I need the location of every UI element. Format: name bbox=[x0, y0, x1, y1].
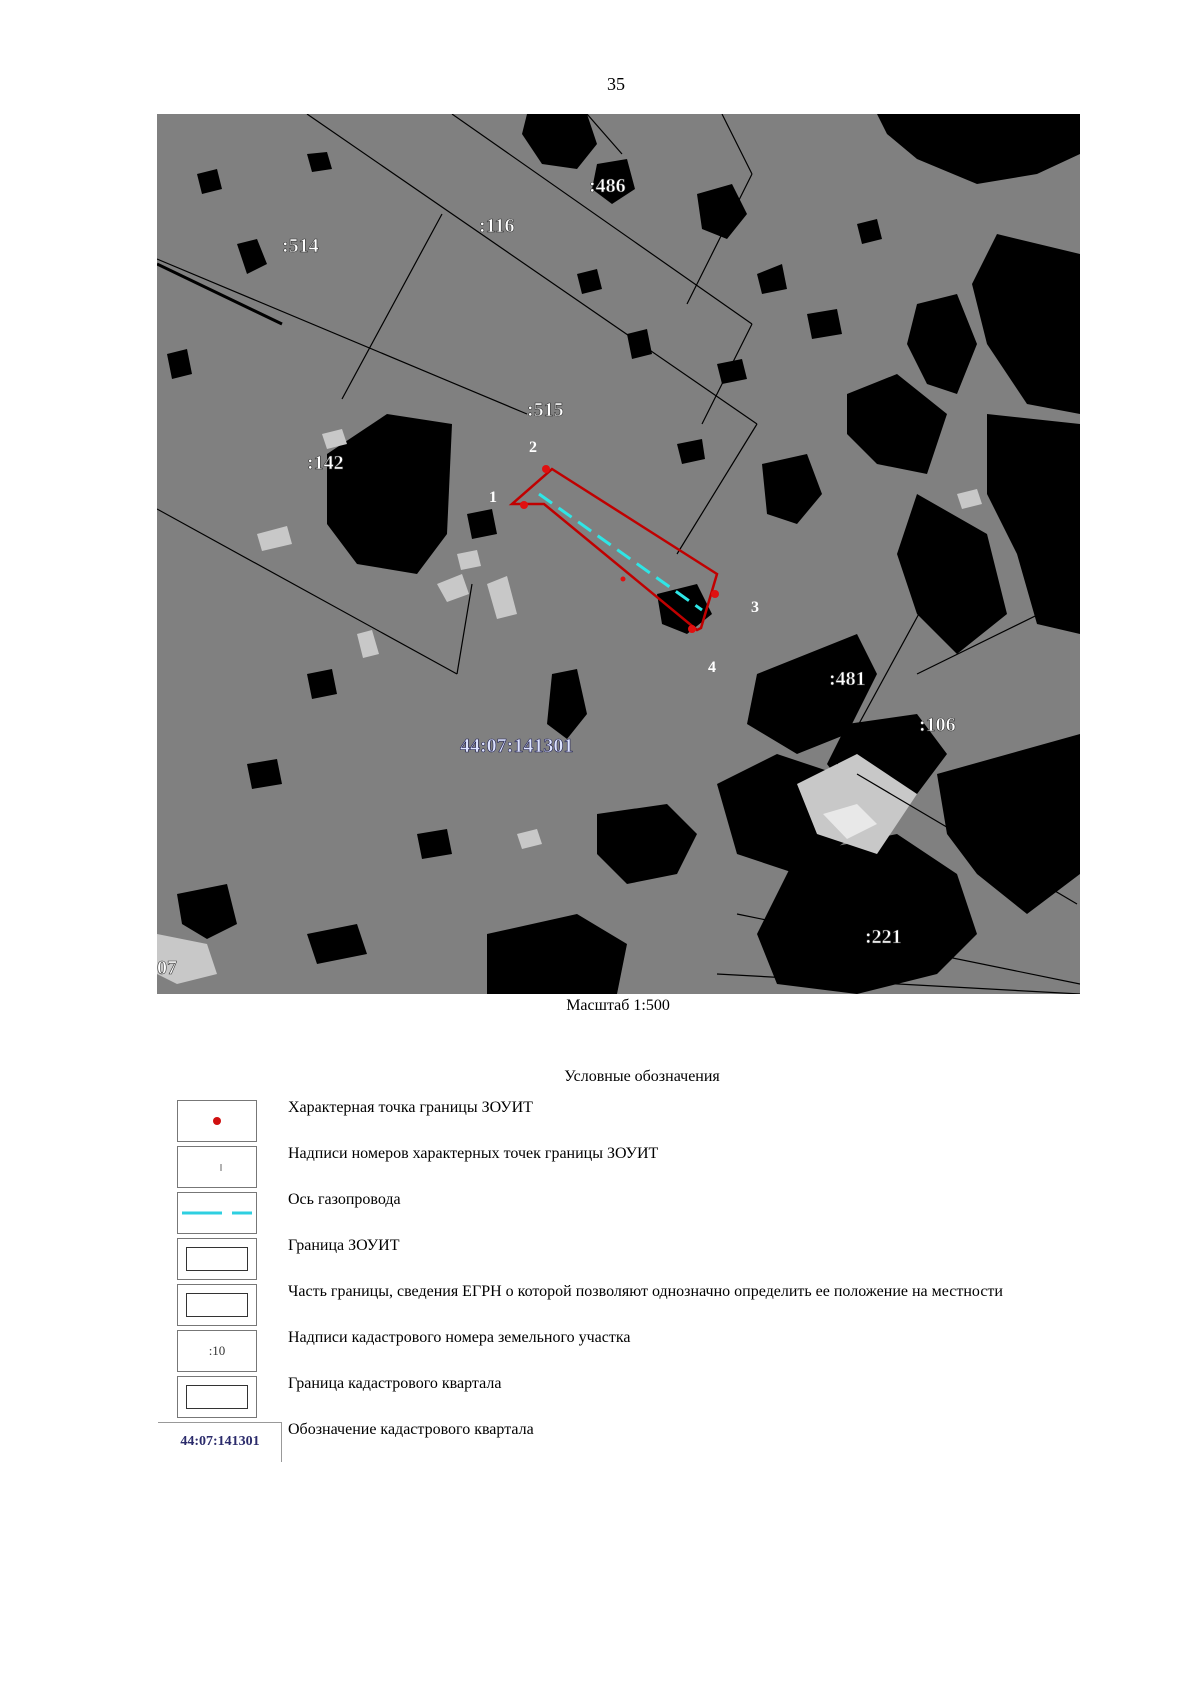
dashed-cyan-line-icon bbox=[177, 1192, 257, 1234]
parcel-label-221: :221 bbox=[865, 926, 902, 948]
parcel-label-142: :142 bbox=[307, 452, 344, 474]
parcel-label-106: :106 bbox=[919, 714, 956, 736]
zouit-point-1 bbox=[520, 501, 528, 509]
boundary-rect-icon bbox=[177, 1376, 257, 1418]
page-number: 35 bbox=[607, 74, 625, 94]
parcel-label-icon bbox=[177, 1330, 257, 1372]
boundary-rect-icon bbox=[177, 1238, 257, 1280]
parcel-label-07: 07 bbox=[157, 957, 177, 979]
parcel-label-481: :481 bbox=[829, 668, 866, 690]
parcel-label-116: :116 bbox=[479, 215, 515, 237]
legend-label: Граница кадастрового квартала bbox=[288, 1375, 502, 1392]
legend-label: Часть границы, сведения ЕГРН о которой позволяют однозначно определить ее положение на местности bbox=[288, 1283, 1003, 1300]
parcel-label-515: :515 bbox=[527, 399, 564, 421]
red-point-icon bbox=[177, 1100, 257, 1142]
legend-label: Надписи номеров характерных точек границы ЗОУИТ bbox=[288, 1145, 659, 1162]
zouit-point-2 bbox=[542, 465, 550, 473]
point-label-1: 1 bbox=[489, 489, 497, 506]
point-label-2: 2 bbox=[529, 439, 537, 456]
legend-label: Граница ЗОУИТ bbox=[288, 1237, 400, 1254]
zouit-point-3 bbox=[711, 590, 719, 598]
cadastral-map[interactable] bbox=[157, 114, 1080, 994]
point-label-4: 4 bbox=[708, 659, 716, 676]
point-number-icon bbox=[177, 1146, 257, 1188]
legend-label: Обозначение кадастрового квартала bbox=[288, 1421, 534, 1438]
boundary-rect-icon bbox=[177, 1284, 257, 1326]
parcel-label-514: :514 bbox=[282, 235, 319, 257]
zouit-point-4 bbox=[688, 625, 696, 633]
legend-label: Ось газопровода bbox=[288, 1191, 401, 1208]
parcel-label-486: :486 bbox=[589, 175, 626, 197]
zouit-point-mid bbox=[621, 577, 626, 582]
parcel-label-sample: :10 bbox=[208, 1343, 226, 1358]
point-label-3: 3 bbox=[751, 599, 759, 616]
legend-title: Условные обозначения bbox=[564, 1068, 720, 1085]
legend-label: Надписи кадастрового номера земельного участка bbox=[288, 1329, 631, 1346]
cadastral-quarter-label: 44:07:141301 bbox=[460, 735, 574, 757]
quarter-label-sample: 44:07:141301 bbox=[180, 1434, 260, 1449]
legend-label: Характерная точка границы ЗОУИТ bbox=[288, 1099, 533, 1116]
map-scale: Масштаб 1:500 bbox=[566, 997, 670, 1014]
